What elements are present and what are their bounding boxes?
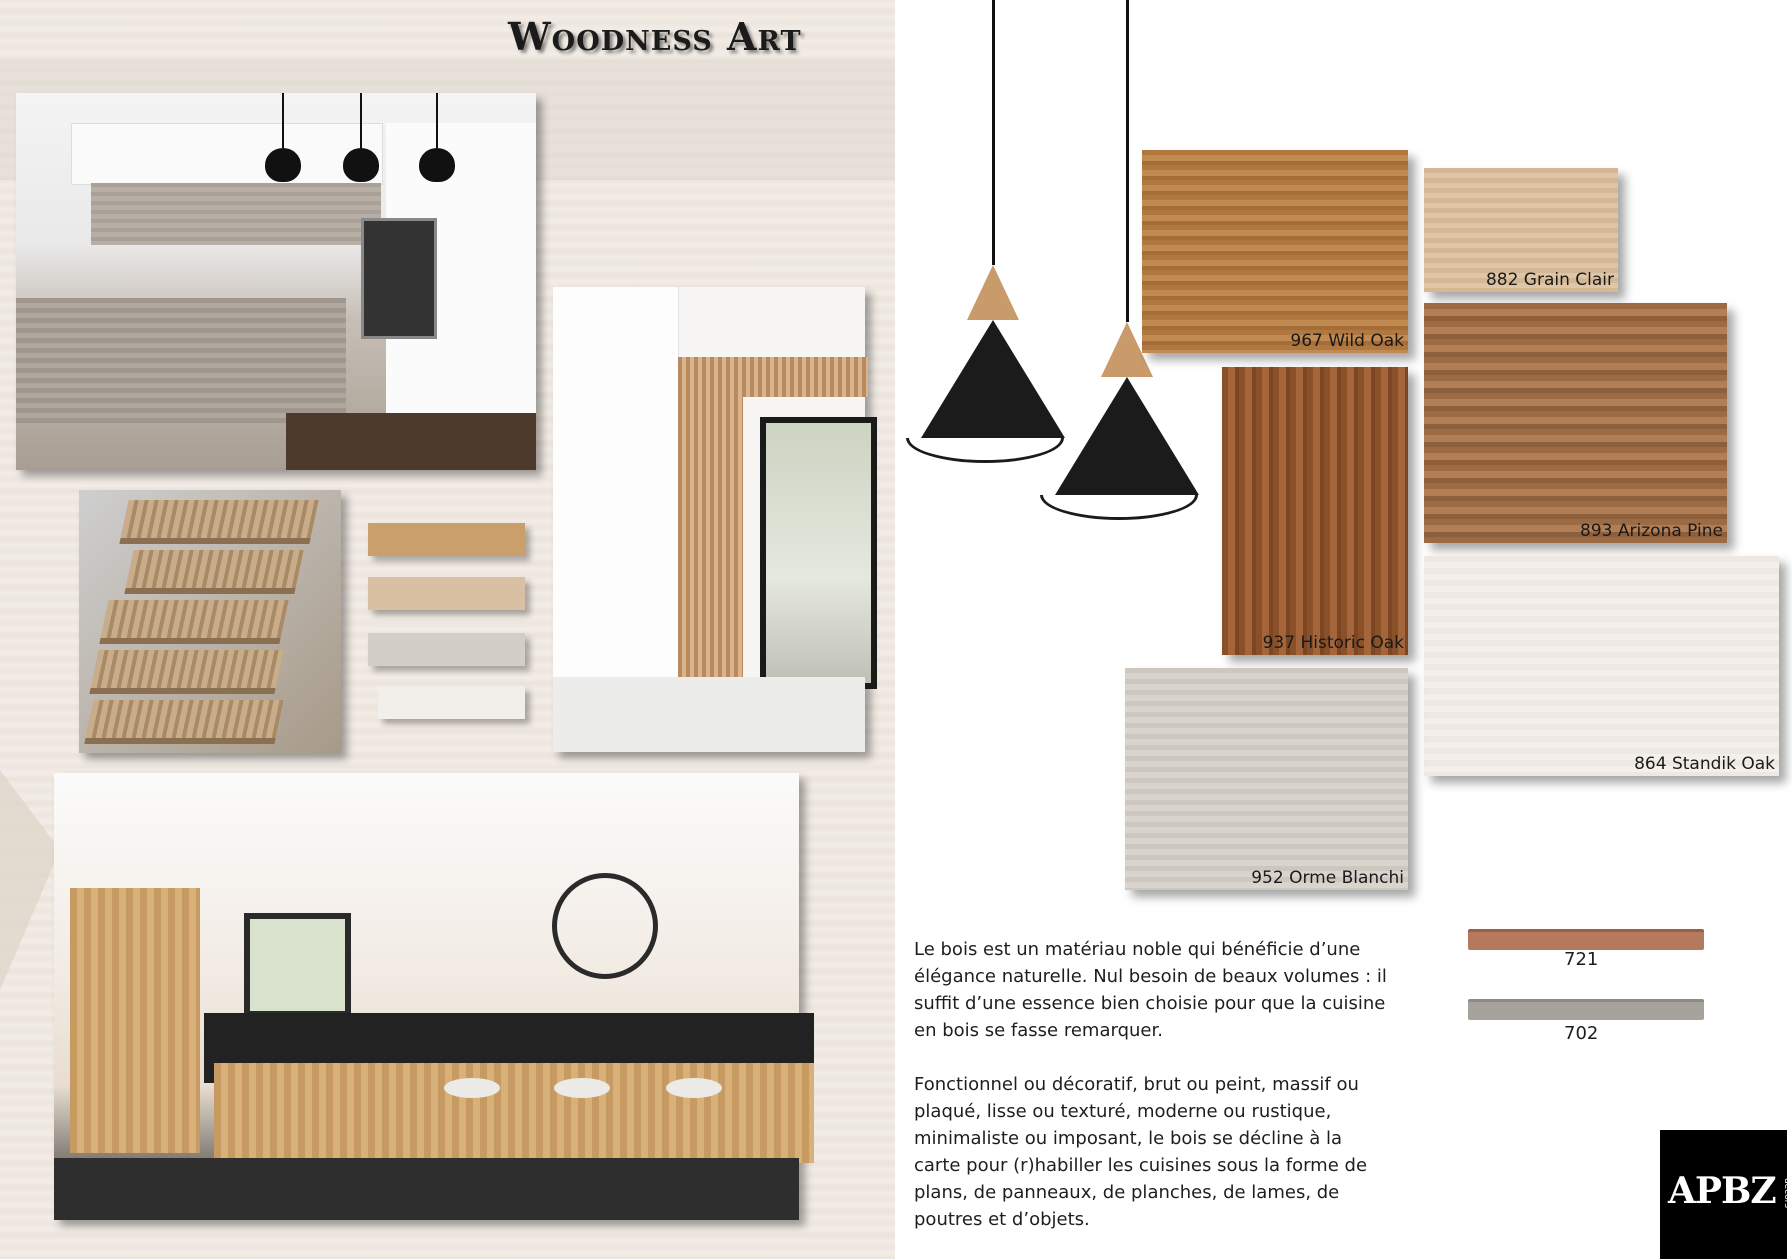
wood-slat-wall	[678, 357, 743, 687]
bar-stool	[444, 1078, 500, 1098]
pendant-cord	[282, 93, 284, 148]
sample-strip	[368, 577, 525, 610]
kitchen-photo-oak	[54, 773, 799, 1220]
finish-swatch-864	[1424, 556, 1779, 776]
finish-swatch-882	[1424, 168, 1618, 292]
pendant-cord	[992, 0, 995, 265]
pendant-cage	[1040, 495, 1198, 520]
base-cabinets	[16, 298, 346, 423]
oak-tall-cabinets	[70, 888, 200, 1153]
pendant-wood-cap	[967, 265, 1019, 320]
board-title: Woodness Art	[508, 14, 802, 59]
diagonal-accent	[0, 770, 60, 990]
finish-label: 893 Arizona Pine	[1580, 521, 1723, 541]
finish-swatch-893	[1424, 303, 1727, 543]
bar-stool	[666, 1078, 722, 1098]
pendant-shade-icon	[1055, 377, 1199, 495]
finish-swatch-937	[1222, 367, 1408, 655]
fluted-panel	[84, 700, 283, 744]
window	[244, 913, 351, 1017]
sample-strip	[378, 686, 525, 719]
pendant-cord	[1126, 0, 1129, 322]
finish-label: 937 Historic Oak	[1262, 633, 1404, 653]
slatted-room-photo	[553, 287, 865, 752]
pendant-cage	[906, 438, 1064, 463]
handle-702-icon	[1468, 999, 1704, 1020]
handle-number: 721	[1564, 949, 1599, 970]
sample-strip	[368, 523, 525, 556]
intro-text	[914, 936, 1394, 1260]
finish-label: 882 Grain Clair	[1485, 270, 1614, 290]
dining-table	[286, 413, 536, 470]
intro-paragraph: Fonctionnel ou décoratif, brut ou peint, massif ou plaqué, lisse ou texturé, moderne ou rustique, minimaliste ou imposant, le bois se décline à la carte pour (r)habiller les cuisines sous la forme de plans, de panneaux, de planches, de lames, de poutres et d’objets.	[914, 1074, 1368, 1230]
intro-paragraph: Le bois est un matériau noble qui bénéficie d’une élégance naturelle. Nul besoin de beaux volumes : il suffit d’une essence bien choisie pour que la cuisine en bois se fasse remarquer.	[914, 939, 1387, 1041]
finish-swatch-952	[1125, 668, 1408, 890]
handle-number: 702	[1564, 1023, 1599, 1044]
oak-base-cabinets	[214, 1063, 814, 1163]
fluted-panel	[99, 600, 288, 644]
logo-text: APBZ	[1668, 1170, 1776, 1212]
pendant-lamp-icon	[265, 148, 301, 182]
handle-721-icon	[1468, 929, 1704, 950]
finish-label: 864 Standik Oak	[1634, 754, 1775, 774]
brand-logo	[1660, 1130, 1792, 1259]
upper-cabinets	[71, 123, 383, 185]
pendant-lamp-icon	[343, 148, 379, 182]
floor	[553, 677, 865, 752]
fluted-panel	[119, 500, 318, 544]
pendant-lamp-icon	[419, 148, 455, 182]
pendant-cord	[436, 93, 438, 148]
wall-clock-icon	[552, 873, 658, 979]
kitchen-photo-white	[16, 93, 536, 470]
fluted-panel	[124, 550, 303, 594]
pendant-shade-icon	[921, 320, 1065, 438]
logo-subtext: décors	[1782, 1177, 1792, 1209]
sample-strip	[368, 633, 525, 666]
finish-swatch-967	[1142, 150, 1408, 353]
bar-stool	[554, 1078, 610, 1098]
finish-label: 952 Orme Blanchi	[1251, 868, 1404, 888]
pendant-cord	[360, 93, 362, 148]
finish-label: 967 Wild Oak	[1290, 331, 1404, 351]
window	[760, 417, 877, 689]
oven	[361, 218, 437, 339]
fluted-wood-panels-photo	[79, 490, 341, 753]
wood-cabinet-row	[91, 183, 381, 245]
floor	[54, 1158, 799, 1220]
fluted-panel	[89, 650, 283, 694]
